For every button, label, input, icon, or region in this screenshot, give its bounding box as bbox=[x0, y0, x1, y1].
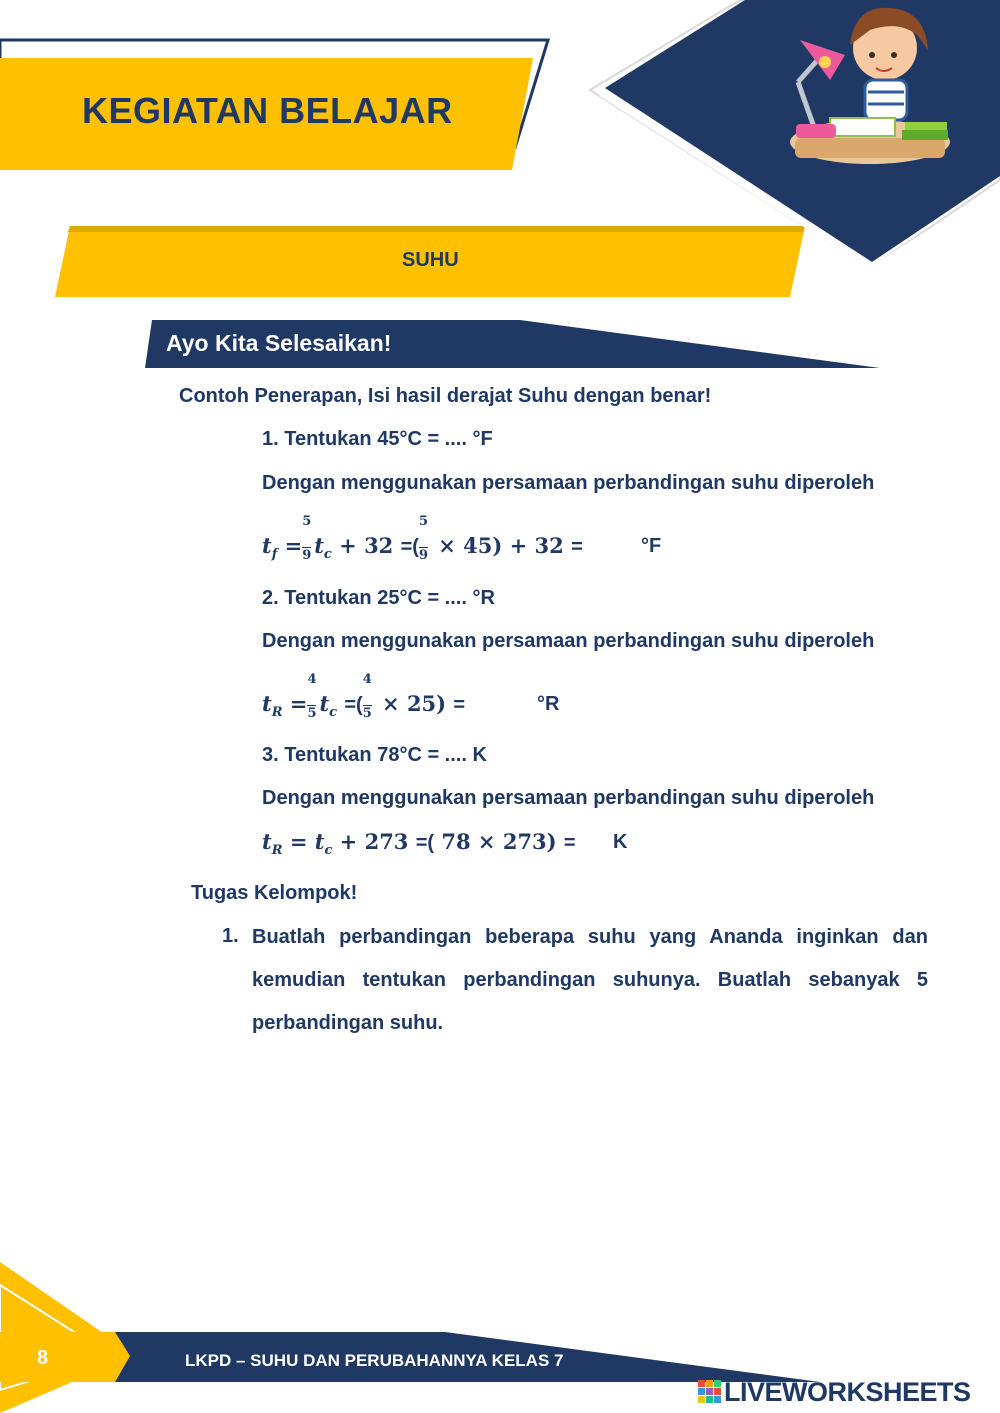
footer-text: LKPD – SUHU DAN PERUBAHANNYA KELAS 7 bbox=[185, 1351, 564, 1370]
problem-3-unit: K bbox=[613, 831, 628, 853]
problem-1-question: 1. Tentukan 45°C = .... °F bbox=[262, 428, 493, 450]
page-subtitle: SUHU bbox=[402, 249, 459, 271]
problem-1-method: Dengan menggunakan persamaan perbandingan suhu diperoleh bbox=[262, 472, 875, 494]
section-heading: Ayo Kita Selesaikan! bbox=[166, 330, 392, 356]
task-heading: Tugas Kelompok! bbox=[191, 882, 358, 904]
liveworksheets-grid-icon bbox=[698, 1380, 722, 1406]
instruction-text: Contoh Penerapan, Isi hasil derajat Suhu dengan benar! bbox=[179, 385, 712, 407]
task-line-2: kemudian tentukan perbandingan suhunya. Buatlah sebanyak 5 bbox=[252, 969, 928, 991]
problem-2-question: 2. Tentukan 25°C = .... °R bbox=[262, 587, 495, 609]
task-line-3: perbandingan suhu. bbox=[252, 1012, 444, 1034]
page-title: KEGIATAN BELAJAR bbox=[82, 90, 453, 131]
task-line-1: Buatlah perbandingan beberapa suhu yang Ananda inginkan dan bbox=[252, 926, 928, 948]
page-number: 8 bbox=[37, 1347, 49, 1369]
problem-1-unit: °F bbox=[641, 535, 662, 557]
problem-3-formula: $t_R = t_c + 273$ =( 78 × 273) = bbox=[262, 829, 576, 859]
problem-3-question: 3. Tentukan 78°C = .... K bbox=[262, 744, 487, 766]
problem-2-method: Dengan menggunakan persamaan perbandingan suhu diperoleh bbox=[262, 630, 875, 652]
liveworksheets-logo bbox=[698, 1377, 998, 1409]
problem-2-unit: °R bbox=[537, 693, 560, 715]
watermark-text: LIVEWORKSHEETS bbox=[724, 1377, 971, 1407]
problem-2-formula: $t_R$ = $\frac{4}{5}$ $t_c$ =( $\frac{4}{5}$ × 25) = bbox=[262, 671, 466, 721]
problem-3-method: Dengan menggunakan persamaan perbandingan suhu diperoleh bbox=[262, 787, 875, 809]
task-paragraph bbox=[252, 916, 928, 1045]
task-number: 1. bbox=[222, 925, 239, 947]
problem-1-formula: $t_f$ = $\frac{5}{9}$ $t_c + 32$ =( $\frac{5}{9}$ × 45) + 32 = bbox=[262, 513, 583, 563]
